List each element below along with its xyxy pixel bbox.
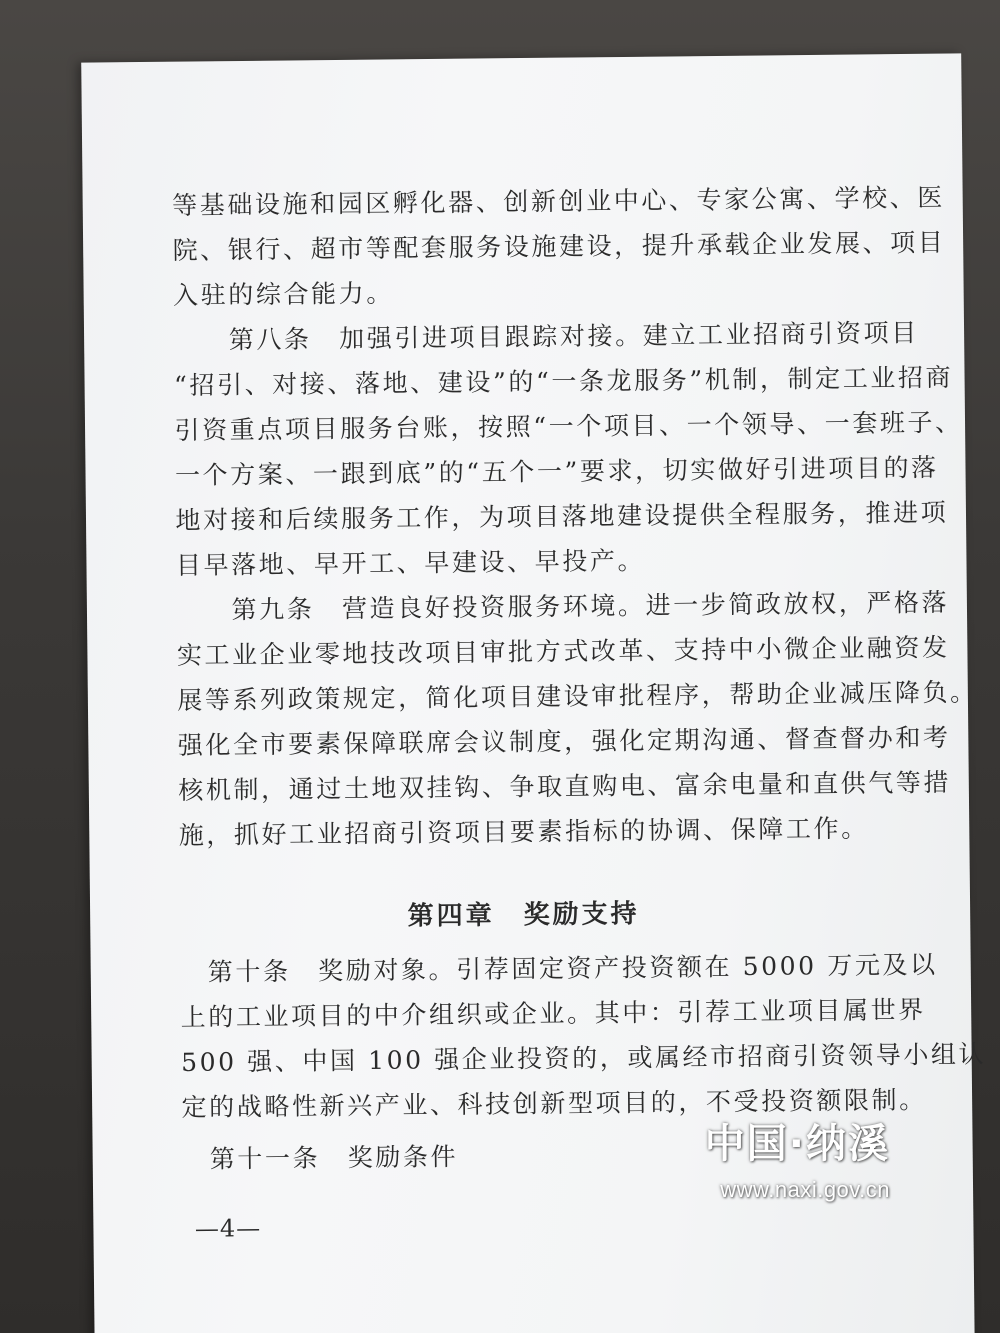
body-line: 目早落地、早开工、早建设、早投产。 — [175, 546, 646, 580]
body-line: 上的工业项目的中介组织或企业。其中：引荐工业项目属世界 — [180, 995, 926, 1032]
article-10-line: 第十条 奖励对象。引荐固定资产投资额在 5000 万元及以 — [180, 950, 938, 987]
body-line: “招引、对接、落地、建设”的“一条龙服务”机制，制定工业招商 — [173, 362, 954, 400]
body-line: 强化全市要素保障联席会议制度，强化定期沟通、督查督办和考 — [177, 722, 951, 760]
body-line: 入驻的综合能力。 — [172, 278, 395, 310]
site-watermark — [680, 1120, 890, 1204]
chapter-heading: 第四章 奖励支持 — [407, 899, 640, 932]
body-line: 施，抓好工业招商引资项目要素指标的协调、保障工作。 — [178, 813, 869, 850]
body-line: 核机制，通过土地双挂钩、争取直购电、富余电量和直供气等措 — [178, 767, 952, 805]
body-line: 地对接和后续服务工作，为项目落地建设提供全程服务，推进项 — [175, 497, 949, 535]
article-8-line: 第八条 加强引进项目跟踪对接。建立工业招商引资项目 — [173, 318, 919, 355]
article-9-line: 第九条 营造良好投资服务环境。进一步简政放权，严格落 — [176, 587, 950, 625]
body-line: 展等系列政策规定，简化项目建设审批程序，帮助企业减压降负。 — [177, 677, 978, 715]
article-11-line: 第十一条 奖励条件 — [181, 1142, 459, 1174]
body-line: 实工业企业零地技改项目审批方式改革、支持中小微企业融资发 — [176, 632, 950, 670]
body-line: 一个方案、一跟到底”的“五个一”要求，切实做好引进项目的落 — [174, 452, 939, 490]
watermark-url: www.naxi.gov.cn — [720, 1177, 890, 1202]
watermark-logo-text: 中国·纳溪 — [704, 1121, 890, 1167]
page-number: —4— — [194, 1214, 262, 1243]
body-line: 等基础设施和园区孵化器、创新创业中心、专家公寓、学校、医 — [172, 182, 946, 220]
body-line: 院、银行、超市等配套服务设施建设，提升承载企业发展、项目 — [172, 227, 946, 265]
body-line: 500 强、中国 100 强企业投资的，或属经市招商引资领导小组认 — [180, 1039, 987, 1077]
body-line: 引资重点项目服务台账，按照“一个项目、一个领导、一套班子、 — [174, 407, 963, 445]
body-line: 定的战略性新兴产业、科技创新型项目的，不受投资额限制。 — [181, 1085, 927, 1122]
